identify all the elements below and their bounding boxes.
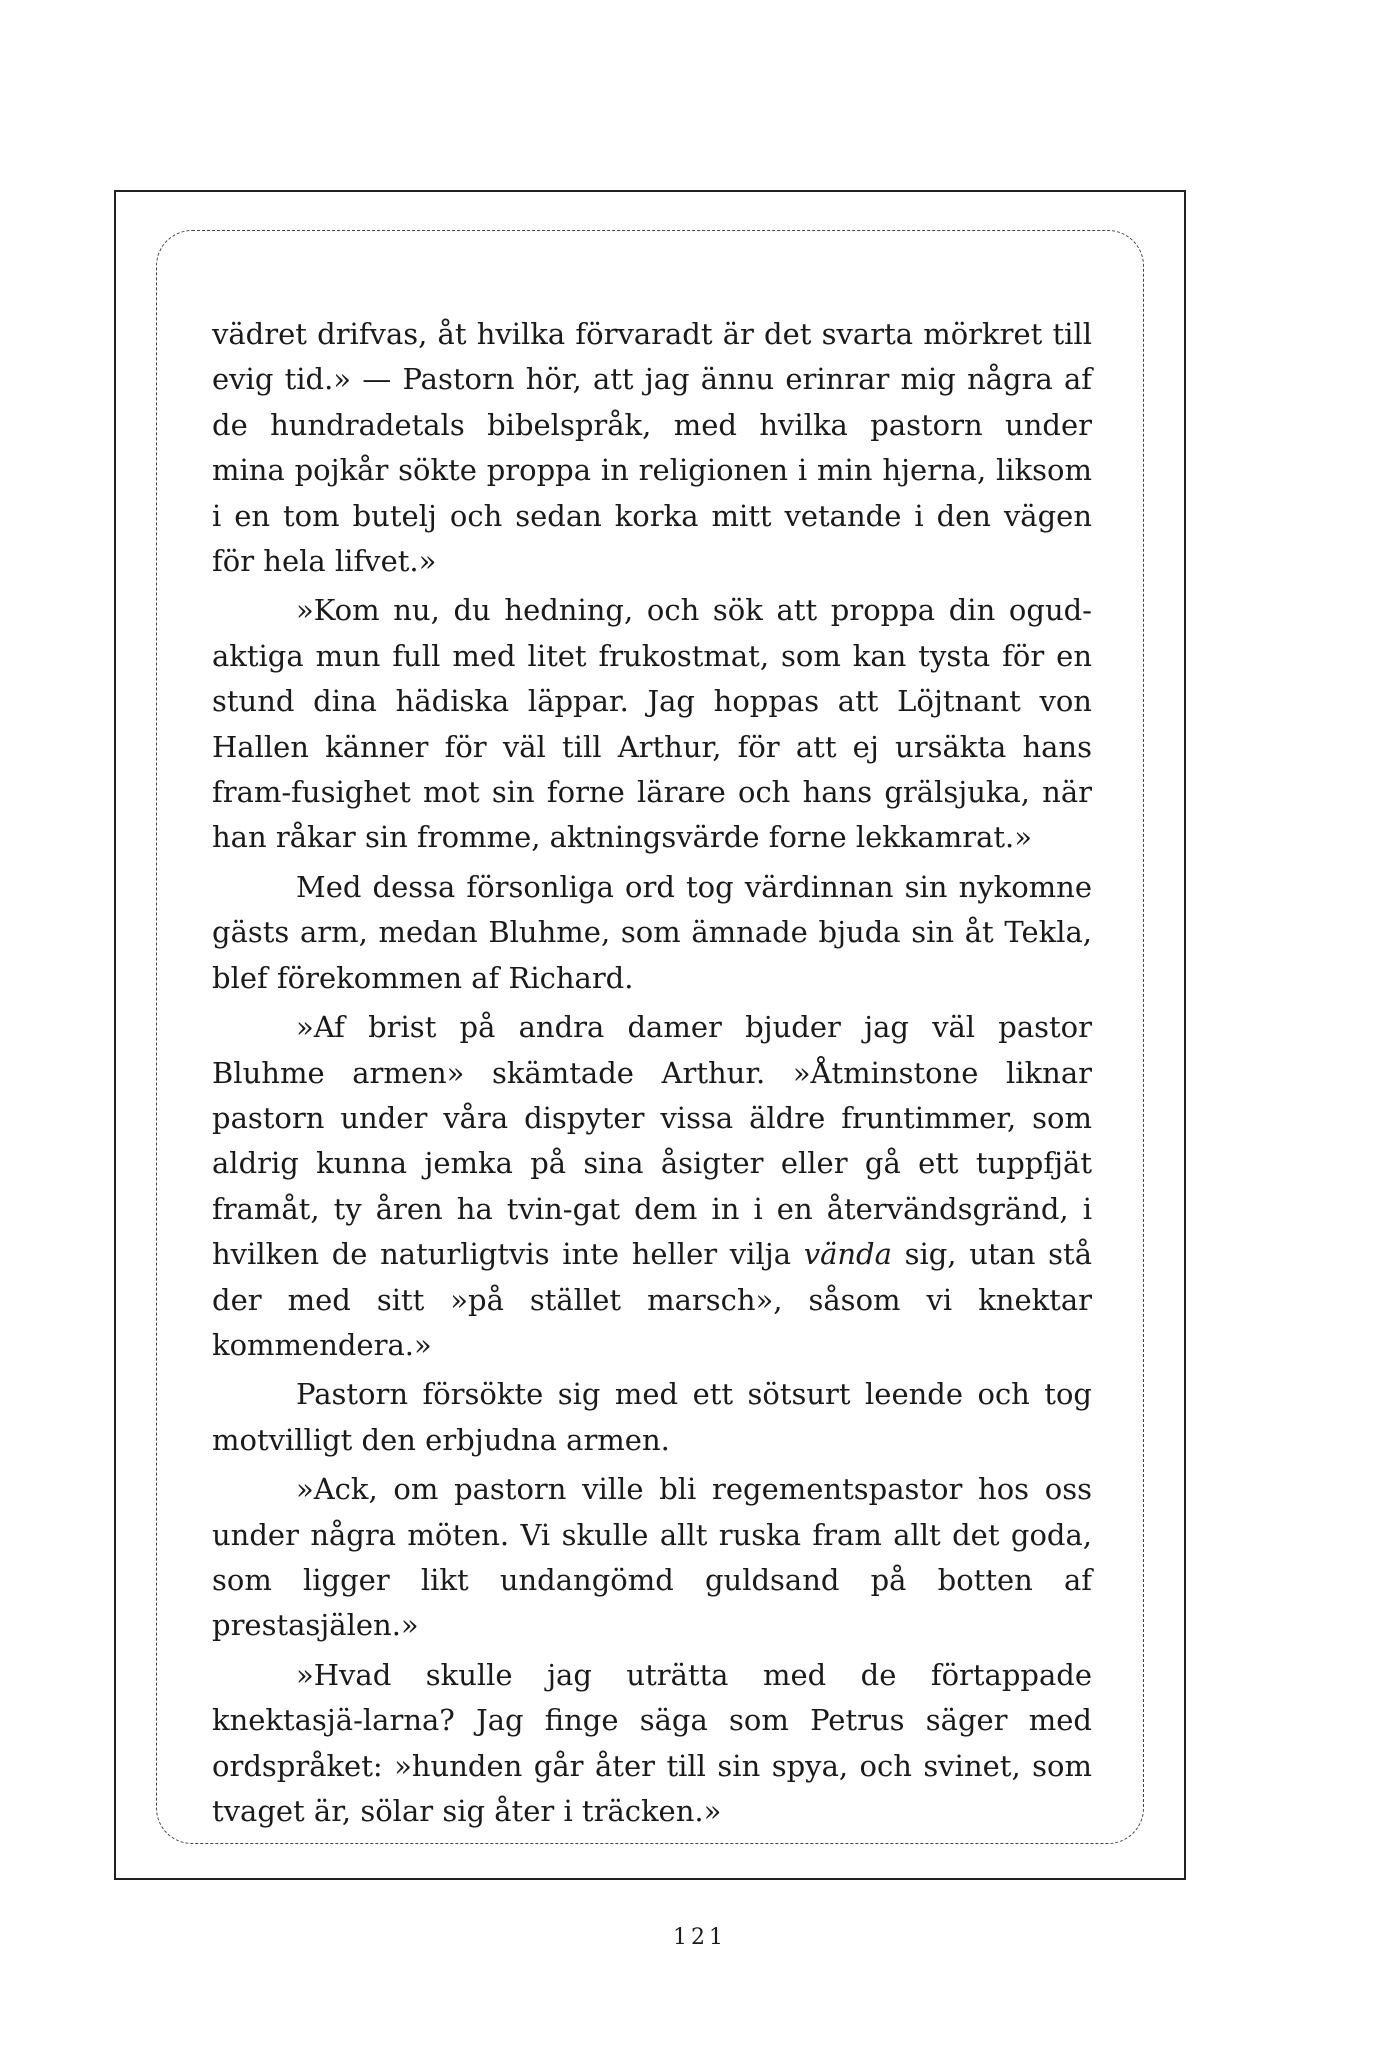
emphasized-word: vända [803, 1237, 892, 1272]
paragraph-text: sig, utan stå der med sitt »på stället marsch», såsom vi knektar kommendera.» [212, 1237, 1092, 1362]
paragraph: Pastorn försökte sig med ett sötsurt leende och tog motvilligt den erbjudna armen. [212, 1377, 1092, 1457]
paragraph: vädret drifvas, åt hvilka förvaradt är det svarta mörkret till evig tid.» — Pastorn hör, att jag ännu erinrar mig några af de hundradetals bibelspråk, med hvilka pastorn under mina pojkår sökte proppa in religionen i min hjerna, liksom i en tom butelj och sedan korka mitt vetande i den vägen för hela lifvet.» [212, 317, 1092, 579]
body-text [212, 312, 1092, 1834]
paragraph: »Ack, om pastorn ville bli regementspastor hos oss under några möten. Vi skulle allt ruska fram allt det goda, som ligger likt undangömd guldsand på botten af prestasjälen.» [212, 1472, 1092, 1643]
page-number: 121 [673, 1925, 727, 1950]
paragraph [212, 1005, 1092, 1368]
paragraph: Med dessa försonliga ord tog värdinnan sin nykomne gästs arm, medan Bluhme, som ämnade bjuda sin åt Tekla, blef förekommen af Richard. [212, 869, 1092, 995]
paragraph-text: »Af brist på andra damer bjuder jag väl pastor Bluhme armen» skämtade Arthur. »Åtminstone liknar pastorn under våra dispyter vissa äldre fruntimmer, som aldrig kunna jemka på sina åsigter eller gå ett tuppfjät framåt, ty åren ha tvin-gat dem in i en återvändsgränd, i hvilken de naturligtvis inte heller vilja [212, 1010, 1092, 1272]
paragraph: »Kom nu, du hedning, och sök att proppa din ogud-aktiga mun full med litet frukostmat, som kan tysta för en stund dina hädiska läppar. Jag hoppas att Löjtnant von Hallen känner för väl till Arthur, för att ej ursäkta hans fram-fusighet mot sin forne lärare och hans grälsjuka, när han råkar sin fromme, aktningsvärde forne lekkamrat.» [212, 593, 1092, 855]
page-frame [114, 190, 1186, 1880]
paragraph: »Hvad skulle jag uträtta med de förtappade knektasjä-larna? Jag finge säga som Petrus säger med ordspråket: »hunden går åter till sin spya, och svinet, som tvaget är, sölar sig åter i träcken.» [212, 1657, 1092, 1828]
